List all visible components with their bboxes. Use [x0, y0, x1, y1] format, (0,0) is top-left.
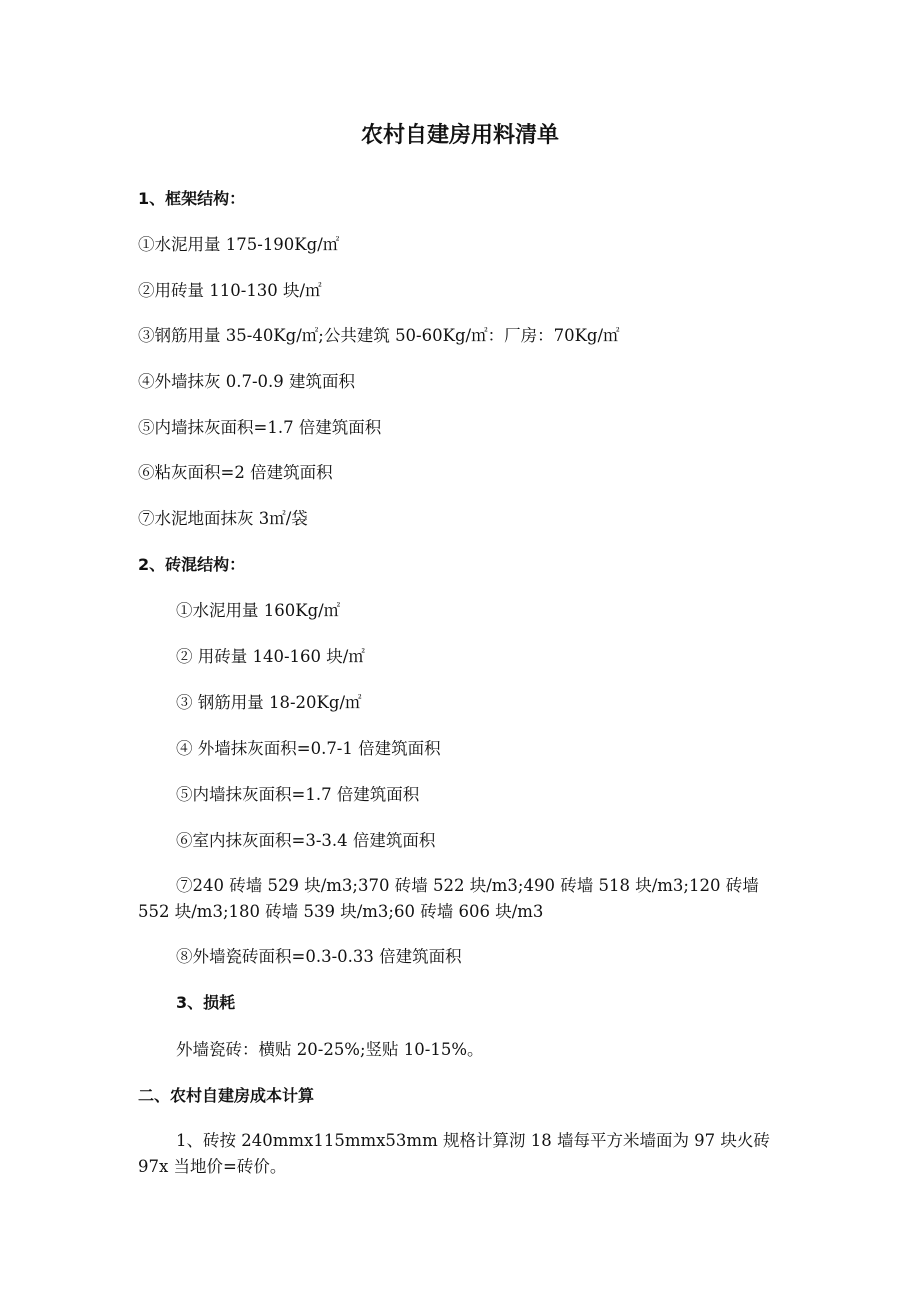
list-item: ⑤内墙抹灰面积=1.7 倍建筑面积	[138, 418, 382, 437]
list-item-wrapped: ⑦240 砖墙 529 块/m3;370 砖墙 522 块/m3;490 砖墙 518 块/m3;120 砖墙 552 块/m3;180 砖墙 539 块/m3;60 砖墙 606 块/m3	[138, 876, 759, 921]
list-item: ⑧外墙瓷砖面积=0.3-0.33 倍建筑面积	[176, 947, 462, 966]
section-heading-brick: 2、砖混结构：	[138, 555, 246, 574]
section-heading-frame: 1、框架结构：	[138, 189, 246, 208]
list-item: ④外墙抹灰 0.7-0.9 建筑面积	[138, 372, 356, 391]
part-heading-cost: 二、农村自建房成本计算	[138, 1086, 315, 1105]
section-heading-loss: 3、损耗	[176, 993, 236, 1012]
list-item: ⑥室内抹灰面积=3-3.4 倍建筑面积	[176, 831, 436, 850]
list-item: ③ 钢筋用量 18-20Kg/㎡	[176, 693, 362, 712]
list-item: ①水泥用量 175-190Kg/㎡	[138, 235, 340, 254]
list-item: ⑤内墙抹灰面积=1.7 倍建筑面积	[176, 785, 420, 804]
list-item: ② 用砖量 140-160 块/㎡	[176, 647, 365, 666]
list-item: ⑦水泥地面抹灰 3㎡/袋	[138, 509, 308, 528]
document-title: 农村自建房用料清单	[360, 123, 559, 148]
list-item: ①水泥用量 160Kg/㎡	[176, 601, 341, 620]
cost-paragraph: 1、砖按 240mmx115mmx53mm 规格计算沏 18 墙每平方米墙面为 97 块火砖 97x 当地价=砖价。	[138, 1131, 770, 1176]
list-item: ②用砖量 110-130 块/㎡	[138, 281, 322, 300]
list-item: ③钢筋用量 35-40Kg/㎡;公共建筑 50-60Kg/㎡：厂房：70Kg/㎡	[138, 326, 620, 345]
list-item: ④ 外墙抹灰面积=0.7-1 倍建筑面积	[176, 739, 441, 758]
list-item: ⑥粘灰面积=2 倍建筑面积	[138, 463, 333, 482]
loss-text: 外墙瓷砖：横贴 20-25%;竖贴 10-15%。	[176, 1040, 484, 1059]
